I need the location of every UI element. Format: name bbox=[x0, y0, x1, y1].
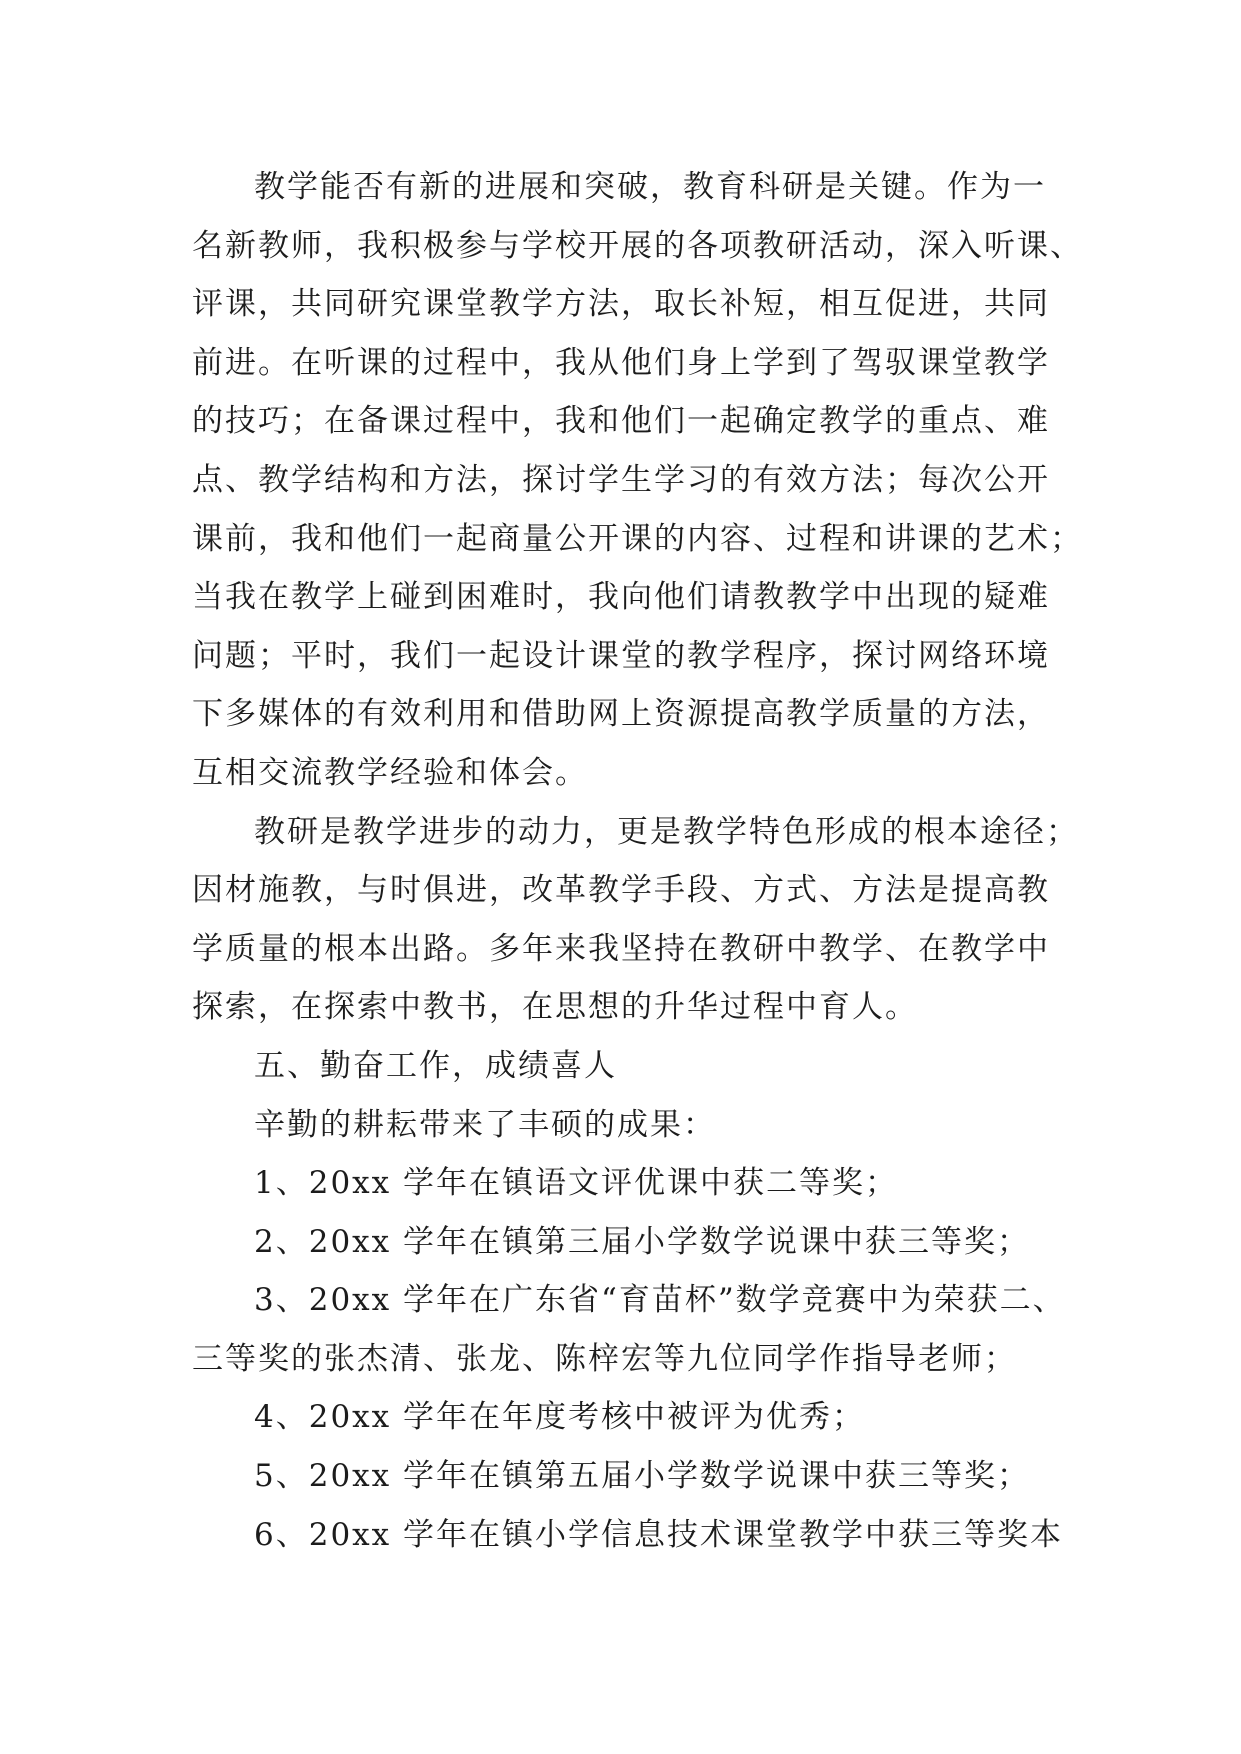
list-item: 4、20xx 学年在年度考核中被评为优秀； bbox=[254, 1399, 865, 1436]
paragraph-achievements-intro bbox=[192, 1096, 1050, 1155]
text-line: 辛勤的耕耘带来了丰硕的成果： bbox=[254, 1106, 716, 1143]
text-line: 评课，共同研究课堂教学方法，取长补短，相互促进，共同 bbox=[192, 286, 1050, 323]
text-line: 的技巧；在备课过程中，我和他们一起确定教学的重点、难 bbox=[192, 403, 1050, 440]
text-line: 下多媒体的有效利用和借助网上资源提高教学质量的方法， bbox=[192, 696, 1050, 733]
text-line: 前进。在听课的过程中，我从他们身上学到了驾驭课堂教学 bbox=[192, 344, 1050, 381]
text-line: 互相交流教学经验和体会。 bbox=[192, 754, 588, 791]
list-item: 1、20xx 学年在镇语文评优课中获二等奖； bbox=[254, 1165, 898, 1202]
section-heading bbox=[192, 1037, 1050, 1096]
document-body bbox=[192, 158, 1083, 1564]
text-line: 学质量的根本出路。多年来我坚持在教研中教学、在教学中 bbox=[192, 930, 1050, 967]
list-item-continuation: 三等奖的张杰清、张龙、陈梓宏等九位同学作指导老师； bbox=[192, 1340, 1017, 1377]
text-line: 教研是教学进步的动力，更是教学特色形成的根本途径； bbox=[254, 813, 1079, 850]
achievement-list bbox=[192, 1154, 1066, 1564]
heading-line: 五、勤奋工作，成绩喜人 bbox=[254, 1047, 617, 1084]
list-item: 6、20xx 学年在镇小学信息技术课堂教学中获三等奖本 bbox=[254, 1516, 1063, 1553]
list-item: 5、20xx 学年在镇第五届小学数学说课中获三等奖； bbox=[254, 1458, 1030, 1495]
text-line: 问题；平时，我们一起设计课堂的教学程序，探讨网络环境 bbox=[192, 637, 1050, 674]
paragraph-research-motivation bbox=[192, 803, 1079, 1037]
text-line: 因材施教，与时俱进，改革教学手段、方式、方法是提高教 bbox=[192, 872, 1050, 909]
text-line: 点、教学结构和方法，探讨学生学习的有效方法；每次公开 bbox=[192, 461, 1050, 498]
text-line: 当我在教学上碰到困难时，我向他们请教教学中出现的疑难 bbox=[192, 579, 1050, 616]
text-line: 名新教师，我积极参与学校开展的各项教研活动，深入听课、 bbox=[192, 227, 1083, 264]
list-item: 3、20xx 学年在广东省“育苗杯”数学竞赛中为荣获二、 bbox=[254, 1282, 1066, 1319]
text-line: 课前，我和他们一起商量公开课的内容、过程和讲课的艺术； bbox=[192, 520, 1083, 557]
text-line: 教学能否有新的进展和突破，教育科研是关键。作为一 bbox=[254, 169, 1046, 205]
text-line: 探索，在探索中教书，在思想的升华过程中育人。 bbox=[192, 989, 918, 1026]
list-item: 2、20xx 学年在镇第三届小学数学说课中获三等奖； bbox=[254, 1223, 1030, 1260]
paragraph-teaching-research bbox=[192, 158, 1083, 803]
